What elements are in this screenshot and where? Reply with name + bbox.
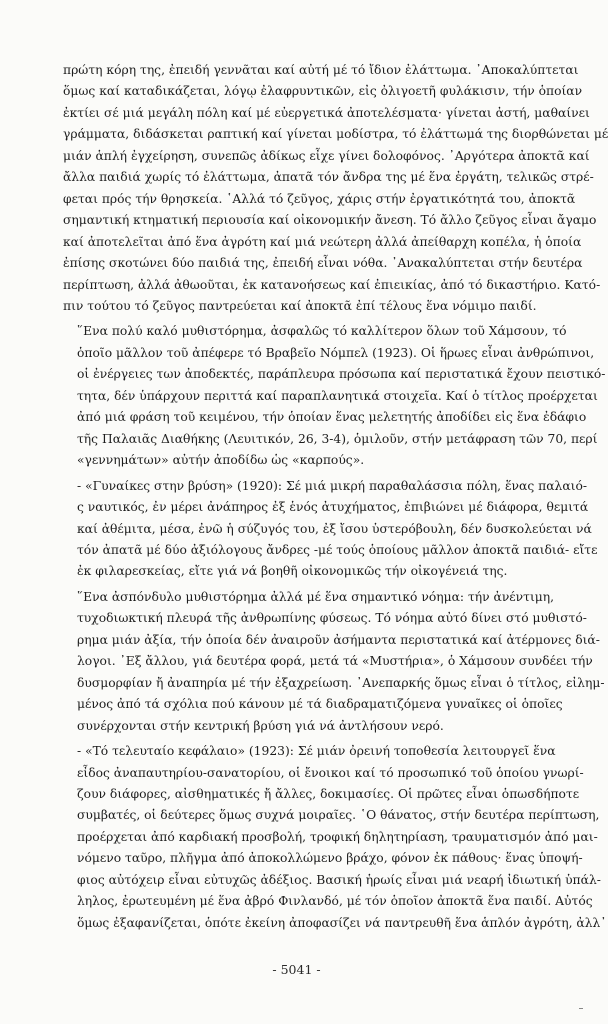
scan-mark bbox=[579, 1008, 583, 1009]
text-line: - «Τό τελευταίο κεφάλαιο» (1923): Σέ μιάν ὀρεινή τοποθεσία λειτουργεῖ ἕνα bbox=[77, 744, 556, 759]
text-line: φεται πρός τήν θρησκεία. ῾Αλλά τό ζεῦγος, χάρις στήν ἐργατικότητά του, ἀποκτᾶ bbox=[63, 191, 576, 206]
text-line: σημαντική κτηματική περιουσία καί οἰκονομικήν ἄνεση. Τό ἄλλο ζεῦγος εἶναι ἄγαμο bbox=[63, 213, 597, 228]
page-number: - 5041 - bbox=[272, 962, 321, 977]
text-line: ἄλλα παιδιά χωρίς τό ἐλάττωμα, ἀπατᾶ τόν ἄνδρα της μέ ἕνα ἐργάτη, τελικῶς στρέ- bbox=[63, 170, 594, 185]
text-line: νόμενο ταῦρο, πλῆγμα ἀπό ἀποκολλώμενο βράχο, φόνον ἐκ πάθους· ἕνας ὑποψή- bbox=[77, 851, 583, 866]
text-line: ς ναυτικός, ἐν μέρει ἀνάπηρος ἐξ ἑνός ἀτυχήματος, ἐπιβιώνει μέ διάφορα, θεμιτά bbox=[77, 500, 589, 515]
text-line: λογοι. ᾿Εξ ἄλλου, γιά δευτέρα φορά, μετά τά «Μυστήρια», ὁ Χάμσουν συνδέει τήν bbox=[77, 654, 593, 669]
paragraph bbox=[63, 321, 606, 471]
text-line: ὅμως ἐξαφανίζεται, ὁπότε ἐκείνη ἀποφασίζει νά παντρευθῆ ἕνα ἁπλόν ἀγρότη, ἀλλ᾽ bbox=[77, 915, 607, 930]
text-line: πρώτη κόρη της, ἐπειδή γεννᾶται καί αὐτή μέ τό ἴδιον ἐλάττωμα. ᾿Αποκαλύπτεται bbox=[63, 63, 579, 77]
text-line: τόν ἀπατᾶ μέ δύο ἀξιόλογους ἄνδρες -μέ τούς ὁποίους μᾶλλον ἀποκτᾶ παιδιά- εἴτε bbox=[77, 542, 598, 557]
text-line: εἶδος ἀναπαυτηρίου-σανατορίου, οἱ ἔνοικοι καί τό προσωπικό τοῦ ὁποίου γνωρί- bbox=[77, 765, 584, 780]
paragraph bbox=[63, 741, 607, 934]
text-line: καί ἀθέμιτα, μέσα, ἐνῶ ἡ σύζυγός του, ἐξ ἴσου ὑστερόβουλη, δέν δυσκολεύεται νά bbox=[77, 521, 592, 536]
text-line: ῞Ενα πολύ καλό μυθιστόρημα, ἀσφαλῶς τό καλλίτερον ὅλων τοῦ Χάμσουν, τό bbox=[77, 324, 567, 339]
text-line: γράμματα, διδάσκεται ραπτική καί γίνεται μοδίστρα, τό ἐλάττωμά της διορθώνεται μέ bbox=[63, 127, 608, 142]
text-line: οἱ ἐνέργειες των ἀποδεκτές, παράπλευρα πρόσωπα καί περιστατικά ἔχουν πειστικό- bbox=[77, 367, 606, 382]
text-line: ληλος, ἐρωτευμένη μέ ἕνα ἀβρό Φινλανδό, μέ τόν ὁποῖον ἀποκτᾶ ἕνα παιδί. Αὐτός bbox=[77, 894, 593, 909]
text-line: φιος αὐτόχειρ εἶναι εὐτυχῶς ἀδέξιος. Βασική ἡρωίς εἶναι μιά νεαρή ἰδιωτική ὑπάλ- bbox=[77, 872, 601, 887]
text-line: πιν τούτου τό ζεῦγος παντρεύεται καί ἀποκτᾶ ἐπί τέλους ἕνα νόμιμο παιδί. bbox=[63, 298, 537, 313]
text-line: δυσμορφίαν ἤ ἀναπηρία μέ τήν ἐξαχρείωση. ᾿Ανεπαρκής ὅμως εἶναι ὁ τίτλος, εἰλημ- bbox=[77, 675, 605, 690]
paragraph bbox=[63, 476, 598, 583]
text-line: μένος ἀπό τά σχόλια πού κάνουν μέ τά διαδραματιζόμενα γυναῖκες οἱ ὁποῖες bbox=[77, 697, 563, 712]
paragraph bbox=[63, 587, 605, 737]
text-line: τυχοδιωκτική πλευρά τῆς ἀνθρωπίνης φύσεως. Τό νόημα αὐτό δίνει στό μυθιστό- bbox=[77, 611, 587, 626]
text-line: συμβατές, οἱ δεύτερες ὅμως συχνά μοιραῖες. ῾Ο θάνατος, στήν δευτέρα περίπτωση, bbox=[77, 808, 600, 823]
text-line: περίπτωση, ἀλλά ἀθωοῦται, ἐκ κατανοήσεως καί ἐπιεικίας, ἀπό τό δικαστήριο. Κατό- bbox=[63, 277, 601, 292]
text-body bbox=[63, 60, 608, 934]
text-line: καί ἀποτελεῖται ἀπό ἕνα ἀγρότη καί μιά νεώτερη ἀλλά ἀπείθαρχη κοπέλα, ἡ ὁποία bbox=[63, 234, 582, 249]
text-line: προέρχεται ἀπό καρδιακή προσβολή, τροφική δηλητηρίαση, τραυματισμόν ἀπό μαι- bbox=[77, 829, 598, 844]
text-line: ἐκτίει σέ μιά μεγάλη πόλη καί μέ εὐεργετικά ἀποτελέσματα· γίνεται ἀστή, μαθαίνει bbox=[63, 105, 590, 120]
text-line: μιάν ἁπλή ἐγχείρηση, συνεπῶς ἀδίκως εἶχε γίνει δολοφόνος. ᾿Αργότερα ἀποκτᾶ καί bbox=[63, 148, 590, 163]
text-line: ὁποῖο μᾶλλον τοῦ ἀπέφερε τό Βραβεῖο Νόμπελ (1923). Οἱ ἥρωες εἶναι ἀνθρώπινοι, bbox=[77, 345, 595, 360]
text-line: ὅμως καί καταδικάζεται, λόγῳ ἐλαφρυντικῶν, εἰς ὀλιγοετῆ φυλάκισιν, τήν ὁποίαν bbox=[63, 84, 583, 99]
text-line: ἐπίσης σκοτώνει δύο παιδιά της, ἐπειδή εἶναι νόθα. ᾿Ανακαλύπτεται στήν δευτέρα bbox=[63, 256, 583, 271]
text-line: «γεννημάτων» αὐτήν ἀποδίδω ὡς «καρπούς». bbox=[77, 453, 365, 468]
text-line: τητα, δέν ὑπάρχουν περιττά καί παραπλανητικά στοιχεῖα. Καί ὁ τίτλος προέρχεται bbox=[77, 388, 598, 403]
paragraph bbox=[63, 60, 608, 317]
text-line: - «Γυναίκες στην βρύση» (1920): Σέ μιά μικρή παραθαλάσσια πόλη, ἕνας παλαιό- bbox=[77, 478, 587, 493]
text-line: ἀπό μιά φράση τοῦ κειμένου, τήν ὁποίαν ἕνας μελετητής ἀποδίδει εἰς ἕνα ἐδάφιο bbox=[77, 410, 587, 425]
text-line: ῞Ενα ἀσπόνδυλο μυθιστόρημα ἀλλά μέ ἕνα σημαντικό νόημα: τήν ἀνέντιμη, bbox=[77, 589, 555, 604]
text-line: ζουν διάφορες, αἰσθηματικές ἤ ἄλλες, δοκιμασίες. Οἱ πρῶτες εἶναι ὁπωσδήποτε bbox=[77, 786, 580, 801]
text-line: ἐκ φιλαρεσκείας, εἴτε γιά νά βοηθῆ οἰκονομικῶς τήν οἰκογένειά της. bbox=[77, 564, 508, 579]
text-line: ρημα μιάν ἀξία, τήν ὁποία δέν ἀναιροῦν ἀσήμαντα περιστατικά καί ἀτέρμονες διά- bbox=[77, 632, 600, 647]
text-line: συνέρχονται στήν κεντρική βρύση γιά νά ἀντλήσουν νερό. bbox=[77, 718, 444, 733]
text-line: τῆς Παλαιᾶς Διαθήκης (Λευιτικόν, 26, 3-4), ὁμιλοῦν, στήν μετάφραση τῶν 70, περί bbox=[77, 431, 598, 446]
